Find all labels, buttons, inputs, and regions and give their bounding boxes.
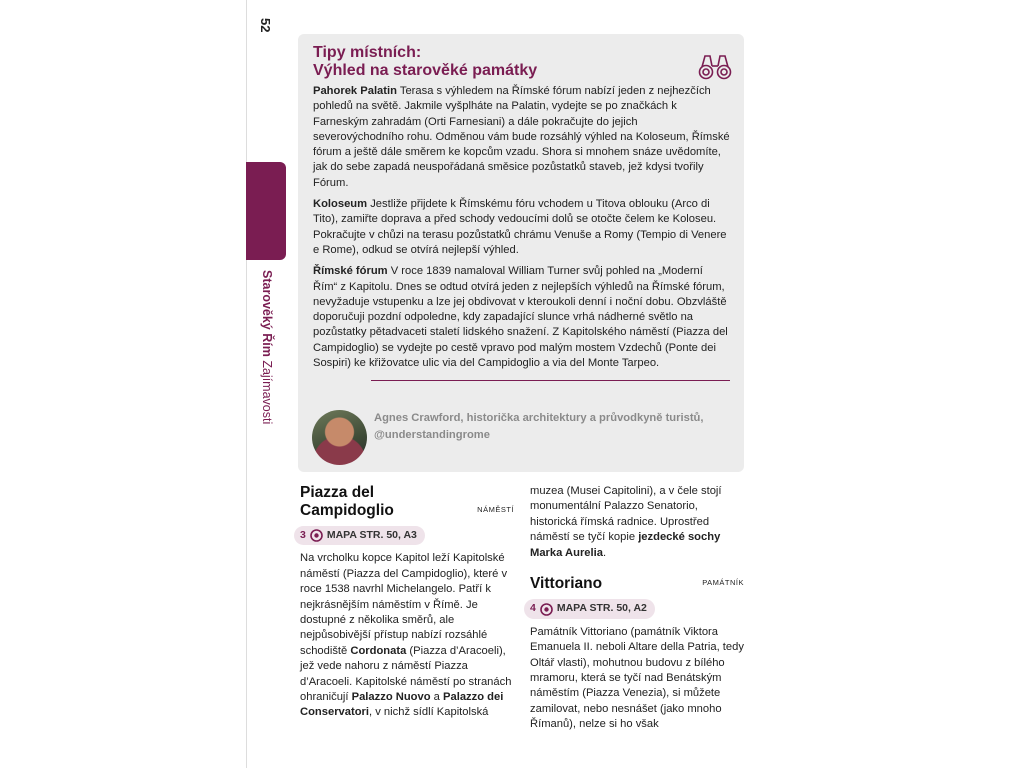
tip-title-line1: Tipy místních: [313,44,422,61]
entry-bold-term: Palazzo Nuovo [351,691,431,704]
attribution-divider [371,380,730,381]
page-number: 52 [258,18,273,33]
map-number: 4 [530,602,536,615]
attribution-name: Agnes Crawford, historička architektury a průvodkyně turistů, [374,412,704,424]
entry-text-part: Na vrcholku kopce Kapitol leží Kapitolské náměstí (Piazza del Campidoglio), které v roce 1538 navrhl Michelangelo. Patří k nejkrásnějším náměstím v Římě. Je dostupné z několika směrů, ale nejpůsobivější přístup nabízí rozsáhlé schodiště [300,552,508,657]
entry-header [530,575,744,593]
map-pin-icon [540,603,553,616]
binoculars-icon [698,50,732,82]
map-reference-text: MAPA STR. 50, A3 [326,529,417,541]
tip-paragraph-palatin [313,84,730,191]
entry-text: Památník Vittoriano (památník Viktora Emanuela II. neboli Altare della Patria, tedy Oltář vlasti), mohutnou budovu z bílého mramoru, která se tyčí nad Benátským náměstím (Piazza Venezia), si můžete zamilovat, nebo nesnášet (jako mnoho Římanů), nelze si ho však [530,625,744,731]
local-tips-box [298,34,744,472]
entry-text-part: a [430,691,444,704]
tip-paragraph-koloseum [313,197,730,258]
entry-type: PAMÁTNÍK [702,578,744,588]
section-tab [246,162,286,260]
entry-text-part: muzea (Musei Capitolini), a v čele stojí monumentální Palazzo Senatorio, historická římská radnice. Uprostřed náměstí se tyčí kopie [530,485,722,544]
column-right [530,484,744,733]
map-reference[interactable] [524,599,655,618]
attribution-handle: @understandingrome [374,429,490,441]
entry-bold-term: Cordonata [350,644,407,657]
entry-text-part: . [602,546,607,559]
subsection-name: Zajímavosti [260,360,274,425]
attribution-text [374,410,704,444]
entry-header [300,484,514,520]
tip-paragraph-forum [313,264,730,371]
entry-bold-term: jezdecké sochy Marka Aurelia [530,531,721,559]
tip-heading: Koloseum [313,198,368,211]
attribution [312,410,732,470]
entry-continuation [530,484,744,561]
author-avatar [312,410,367,465]
sidebar-divider [246,0,247,768]
entry-text-part: , v nichž sídlí Kapitolská [369,706,489,719]
column-left [300,484,514,721]
tip-heading: Pahorek Palatin [313,85,397,97]
entry-title-line2: Campidoglio [300,502,394,519]
tip-title-line2: Výhled na starověké památky [313,62,538,79]
entry-text-part: (Piazza d’Aracoeli), jež vede nahoru z náměstí Piazza d’Aracoeli. Kapitolské náměstí po stranách ohraničují [300,644,512,704]
entry-title [300,484,394,520]
entry-text [300,551,514,720]
map-number: 3 [300,529,306,541]
tip-text: Terasa s výhledem na Římské fórum nabízí jeden z nejhezčích pohledů na světě. Jakmile vyšplháte na Palatin, vydejte se po značkách k Farneským zahradám (Orti Farnesiani) a dále pokračujte do jejich severovýchodního rohu. Odměnou vám bude rozsáhlý výhled na Koloseum, Římské fórum a ještě dále směrem ke kopcům vzadu. Shora si mnohem snáze uvědomíte, jak do sebe zapadá neuspořádaná směsice pozůstatků staveb, jež kdysi tvořily Fórum. [313,85,730,189]
map-reference-text: MAPA STR. 50, A2 [556,602,647,615]
tip-title [313,44,730,80]
entry-type: NÁMĚSTÍ [477,504,514,514]
map-reference[interactable] [294,526,425,545]
entry-title: Vittoriano [530,575,603,593]
tip-text: Jestliže přijdete k Římskému fóru vchodem u Titova oblouku (Arco di Tito), zamiřte doprava a před schody vedoucími dolů se otočte čelem ke Koloseu. Pokračujte v chůzi na terasu pozůstatků chrámu Venuše a Romy (Tempio di Venere e Rome), odkud se otvírá nejlepší výhled. [313,198,727,256]
tip-text: V roce 1839 namaloval William Turner svůj pohled na „Moderní Řím“ z Kapitolu. Dnes se odtud otvírá jeden z nejlepších výhledů na Římské fórum, nevyžaduje vstupenku a lze jej obdivovat v kteroukoli denní i noční dobu. Obzvláště doporučuji pozdní odpoledne, kdy zapadající slunce vrhá nádherné světlo na pozůstatky pětadvaceti staletí lidského snažení. Z Kapitolského náměstí (Piazza del Campidoglio) se vydejte po cestě vpravo pod malým mostem Vzdechů (Ponte dei Sospiri) ke křižovatce ulic via del Campidoglio a via del Monte Tarpeo. [313,265,728,370]
entry-bold-term: Palazzo dei Conservatori [300,691,504,719]
entry-title-line1: Piazza del [300,484,375,501]
tip-heading: Římské fórum [313,265,388,278]
section-name: Starověký Řím [260,270,274,357]
section-label [260,270,274,424]
map-pin-icon [310,529,323,542]
